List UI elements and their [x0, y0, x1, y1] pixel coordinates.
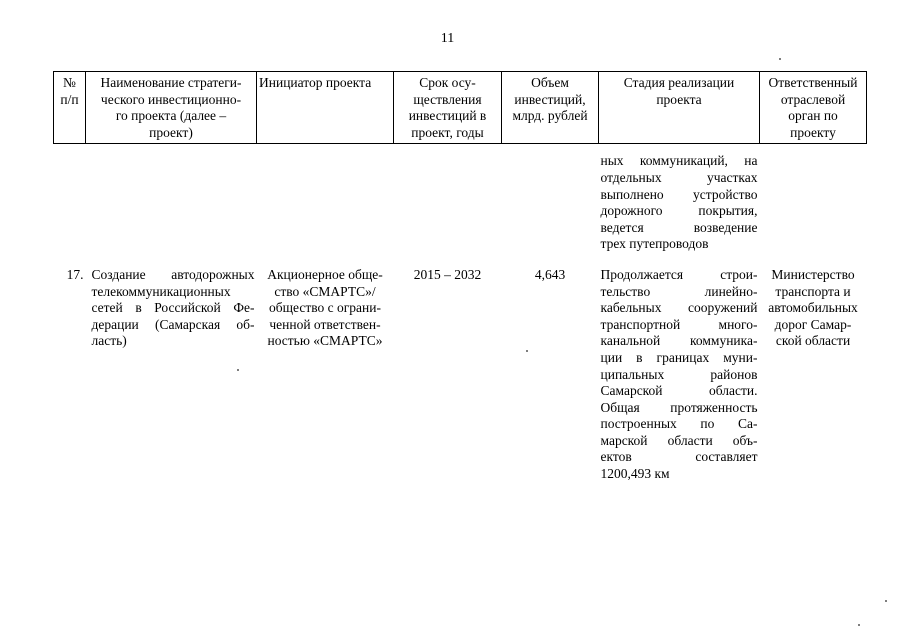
header-number: № п/п: [54, 72, 86, 144]
investment-cell: 4,643: [534, 266, 566, 282]
table-row: [54, 267, 867, 483]
header-stage: Стадия реализации проекта: [599, 72, 760, 144]
continuation-stage-cell: ных коммуникаций, на отдельных участках выполнено устройство дорожного покрытия, ведется возведение трех путепроводов: [600, 153, 758, 252]
header-investment: Объем инвестиций, млрд. рублей: [502, 72, 599, 144]
period-cell: 2015 – 2032: [413, 266, 482, 282]
header-project-name: Наименование стратеги- ческого инвестиционно- го проекта (далее – проект): [86, 72, 257, 144]
page-number: 11: [440, 31, 455, 46]
scan-speck: [526, 350, 528, 352]
scan-speck: [858, 624, 860, 626]
continuation-row: [54, 144, 867, 267]
header-initiator: Инициатор проекта: [257, 72, 394, 144]
scan-speck: [885, 600, 887, 602]
authority-cell: Министерство транспорта и автомобильных дорог Самар- ской области: [768, 266, 858, 349]
table-header-row: [54, 72, 867, 144]
project-name-cell: Создание автодорожных телекоммуникационных сетей в Российской Фе- дерации (Самарская об- ласть): [91, 266, 255, 349]
scan-speck: [779, 58, 781, 60]
investment-projects-table: [53, 71, 867, 483]
header-period: Срок осу- ществления инвестиций в проект, годы: [394, 72, 502, 144]
header-authority: Ответственный отраслевой орган по проекту: [760, 72, 867, 144]
initiator-cell: Акционерное обще- ство «СМАРТС»/ общество с ограни- ченной ответствен- ностью «СМАРТС»: [267, 266, 383, 349]
stage-cell: Продолжается строи- тельство линейно- кабельных сооружений транспортной много- канальной коммуника- ции в границах муни- ципальных районов Самарской области. Общая протяженность построенных по Са- марской области объ- ектов составляет 1200,493 км: [600, 266, 758, 482]
row-number: 17.: [66, 266, 84, 282]
scan-speck: [237, 369, 239, 371]
